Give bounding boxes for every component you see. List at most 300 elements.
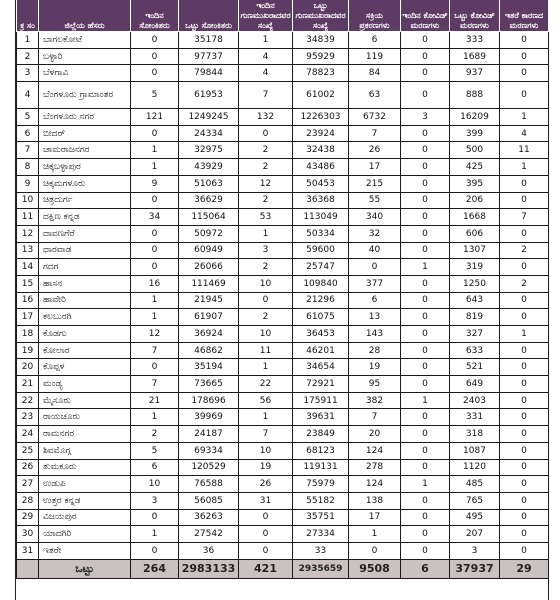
table-row (17, 142, 549, 159)
today-recovered-cell: 7 (239, 426, 293, 443)
today-recovered-cell: 4 (239, 48, 293, 65)
active-cases-cell: 6732 (349, 109, 401, 126)
district-name-cell: ಕೊಡಗು (39, 326, 131, 343)
today-deaths-cell: 0 (401, 209, 450, 226)
today-recovered-cell: 19 (239, 459, 293, 476)
today-recovered-cell: 10 (239, 326, 293, 343)
total-deaths-cell: 1120 (450, 459, 500, 476)
table-row (17, 292, 549, 309)
total-deaths-cell: 1689 (450, 48, 500, 65)
total-recovered-cell: 39631 (293, 409, 349, 426)
today-deaths-cell: 0 (401, 275, 450, 292)
header-serial: ಕ್ರ ಸಂ (17, 0, 39, 32)
today-recovered-cell: 1 (239, 32, 293, 49)
active-cases-cell: 138 (349, 492, 401, 509)
total-deaths-cell: 425 (450, 159, 500, 176)
today-infected-cell: 16 (131, 275, 179, 292)
today-infected-cell: 9 (131, 175, 179, 192)
district-name-cell: ಕೋಲಾರ (39, 342, 131, 359)
today-deaths-cell: 0 (401, 376, 450, 393)
total-deaths-cell: 327 (450, 326, 500, 343)
other-deaths-cell: 0 (500, 426, 549, 443)
today-deaths-cell: 1 (401, 476, 450, 493)
today-infected-cell: 7 (131, 342, 179, 359)
today-recovered-cell: 2 (239, 159, 293, 176)
today-infected-cell: 0 (131, 359, 179, 376)
today-infected-cell: 10 (131, 476, 179, 493)
today-recovered-cell: 31 (239, 492, 293, 509)
other-deaths-cell: 0 (500, 292, 549, 309)
other-deaths-cell: 0 (500, 459, 549, 476)
table-row (17, 526, 549, 543)
total-recovered-cell: 72921 (293, 376, 349, 393)
total-recovered-cell: 75979 (293, 476, 349, 493)
total-infected-cell: 36 (179, 542, 239, 559)
total-deaths-cell: 606 (450, 225, 500, 242)
active-cases-cell: 63 (349, 82, 401, 109)
today-infected-cell: 0 (131, 225, 179, 242)
total-deaths-cell: 937 (450, 65, 500, 82)
district-name-cell: ಚಿಕ್ಕಮಗಳೂರು (39, 175, 131, 192)
total-recovered-cell: 1226303 (293, 109, 349, 126)
district-name-cell: ವಿಜಯಪುರ (39, 509, 131, 526)
table-row (17, 275, 549, 292)
today-deaths-cell: 0 (401, 292, 450, 309)
today-recovered-cell: 1 (239, 359, 293, 376)
serial-cell: 4 (17, 82, 39, 109)
header-today-deaths: ಇಂದಿನ ಕೋವಿಡ್ ಮರಣಗಳು (401, 0, 450, 32)
total-infected-cell: 60949 (179, 242, 239, 259)
other-deaths-cell: 0 (500, 442, 549, 459)
table-row (17, 309, 549, 326)
total-deaths-cell: 1250 (450, 275, 500, 292)
district-name-cell: ದಾವಣಗೆರೆ (39, 225, 131, 242)
today-recovered-cell: 53 (239, 209, 293, 226)
serial-cell: 30 (17, 526, 39, 543)
header-active-cases: ಸಕ್ರಿಯ ಪ್ರಕರಣಗಳು (349, 0, 401, 32)
today-infected-cell: 0 (131, 192, 179, 209)
other-deaths-cell: 0 (500, 476, 549, 493)
active-cases-cell: 40 (349, 242, 401, 259)
active-cases-cell: 278 (349, 459, 401, 476)
serial-cell: 6 (17, 125, 39, 142)
district-name-cell: ರಾಮನಗರ (39, 426, 131, 443)
total-infected-cell: 36629 (179, 192, 239, 209)
active-cases-cell: 26 (349, 142, 401, 159)
total-deaths-cell: 206 (450, 192, 500, 209)
today-deaths-cell: 0 (401, 509, 450, 526)
total-infected-cell: 73665 (179, 376, 239, 393)
total-deaths-cell: 495 (450, 509, 500, 526)
table-row (17, 225, 549, 242)
today-deaths-cell: 0 (401, 542, 450, 559)
today-infected-cell: 3 (131, 492, 179, 509)
district-covid-table (16, 0, 549, 579)
total-recovered-cell: 46201 (293, 342, 349, 359)
total-recovered-cell: 36368 (293, 192, 349, 209)
today-infected-cell: 1 (131, 309, 179, 326)
total-deaths-cell: 1668 (450, 209, 500, 226)
total-deaths-cell: 207 (450, 526, 500, 543)
total-deaths-cell: 319 (450, 259, 500, 276)
serial-cell: 7 (17, 142, 39, 159)
active-cases-cell: 143 (349, 326, 401, 343)
table-row (17, 359, 549, 376)
total-recovered-cell: 34839 (293, 32, 349, 49)
total-recovered-cell: 50334 (293, 225, 349, 242)
today-deaths-cell: 0 (401, 359, 450, 376)
total-recovered-cell: 175911 (293, 392, 349, 409)
other-deaths-cell: 0 (500, 359, 549, 376)
today-recovered-cell: 0 (239, 125, 293, 142)
today-deaths-cell: 0 (401, 192, 450, 209)
header-other-deaths: ಇತರೆ ಕಾರಣದ ಮರಣಗಳು (500, 0, 549, 32)
serial-cell: 19 (17, 342, 39, 359)
today-deaths-cell: 0 (401, 48, 450, 65)
district-name-cell: ಇತರೇ (39, 542, 131, 559)
table-row (17, 476, 549, 493)
serial-cell: 13 (17, 242, 39, 259)
other-deaths-cell: 0 (500, 32, 549, 49)
active-cases-cell: 124 (349, 476, 401, 493)
today-recovered-cell: 1 (239, 225, 293, 242)
today-recovered-cell: 0 (239, 292, 293, 309)
total-recovered-cell: 55182 (293, 492, 349, 509)
today-recovered-cell: 26 (239, 476, 293, 493)
district-name-cell: ಚಾಮರಾಜನಗರ (39, 142, 131, 159)
table-row (17, 459, 549, 476)
total-infected-cell: 36263 (179, 509, 239, 526)
today-recovered-cell: 0 (239, 526, 293, 543)
total-recovered-cell: 34654 (293, 359, 349, 376)
table-row (17, 442, 549, 459)
total-deaths-cell: 765 (450, 492, 500, 509)
today-infected-cell: 34 (131, 209, 179, 226)
total-deaths-cell: 395 (450, 175, 500, 192)
today-infected-cell: 1 (131, 409, 179, 426)
table-row (17, 392, 549, 409)
table-row (17, 409, 549, 426)
other-deaths-cell: 1 (500, 109, 549, 126)
district-name-cell: ಕಲಬುರಗಿ (39, 309, 131, 326)
district-name-cell: ಬೀದರ್ (39, 125, 131, 142)
other-deaths-cell: 0 (500, 259, 549, 276)
total-recovered-cell: 36453 (293, 326, 349, 343)
serial-cell: 24 (17, 426, 39, 443)
total-deaths-cell: 1307 (450, 242, 500, 259)
today-recovered-cell: 2 (239, 192, 293, 209)
table-row (17, 209, 549, 226)
other-deaths-cell: 0 (500, 492, 549, 509)
header-row (17, 0, 549, 32)
total-infected-cell: 24187 (179, 426, 239, 443)
total-deaths-cell: 888 (450, 82, 500, 109)
total-deaths-cell: 3 (450, 542, 500, 559)
active-cases-cell: 377 (349, 275, 401, 292)
serial-cell: 21 (17, 376, 39, 393)
total-infected-cell: 26066 (179, 259, 239, 276)
district-name-cell: ಶಿವಮೊಗ್ಗ (39, 442, 131, 459)
total-deaths-cell: 643 (450, 292, 500, 309)
today-infected-cell: 0 (131, 32, 179, 49)
active-cases-cell: 340 (349, 209, 401, 226)
total-infected-cell: 50972 (179, 225, 239, 242)
active-cases-cell: 382 (349, 392, 401, 409)
district-name-cell: ಬೆಂಗಳೂರು ನಗರ (39, 109, 131, 126)
serial-cell: 9 (17, 175, 39, 192)
total-infected-cell: 51063 (179, 175, 239, 192)
active-cases-cell: 7 (349, 125, 401, 142)
active-cases-cell: 6 (349, 32, 401, 49)
table-row (17, 259, 549, 276)
serial-cell: 16 (17, 292, 39, 309)
table-row (17, 542, 549, 559)
today-infected-cell: 0 (131, 125, 179, 142)
table-row (17, 492, 549, 509)
district-name-cell: ತುಮಕೂರು (39, 459, 131, 476)
active-cases-cell: 119 (349, 48, 401, 65)
today-deaths-cell: 0 (401, 326, 450, 343)
active-cases-cell: 13 (349, 309, 401, 326)
today-recovered-cell: 56 (239, 392, 293, 409)
today-recovered-cell: 2 (239, 259, 293, 276)
total-infected-cell: 35178 (179, 32, 239, 49)
today-recovered-cell: 10 (239, 275, 293, 292)
today-deaths-cell: 0 (401, 342, 450, 359)
today-infected-cell: 12 (131, 326, 179, 343)
table-row (17, 109, 549, 126)
serial-cell: 27 (17, 476, 39, 493)
serial-cell: 22 (17, 392, 39, 409)
today-deaths-cell: 0 (401, 242, 450, 259)
table-row (17, 175, 549, 192)
total-recovered-cell: 32438 (293, 142, 349, 159)
active-cases-cell: 95 (349, 376, 401, 393)
today-deaths-cell: 0 (401, 82, 450, 109)
today-deaths-cell: 0 (401, 492, 450, 509)
district-name-cell: ಉಡುಪಿ (39, 476, 131, 493)
serial-cell: 26 (17, 459, 39, 476)
other-deaths-cell: 0 (500, 225, 549, 242)
total-recovered-cell: 113049 (293, 209, 349, 226)
active-cases-cell: 28 (349, 342, 401, 359)
today-infected-cell: 5 (131, 82, 179, 109)
today-recovered-cell: 3 (239, 242, 293, 259)
other-deaths-cell: 0 (500, 509, 549, 526)
total-infected-cell: 32975 (179, 142, 239, 159)
serial-cell: 12 (17, 225, 39, 242)
today-deaths-cell: 0 (401, 142, 450, 159)
total-infected-cell: 39969 (179, 409, 239, 426)
table-row (17, 242, 549, 259)
table-row (17, 326, 549, 343)
today-deaths-cell: 0 (401, 459, 450, 476)
total-today-recovered: 421 (239, 559, 293, 578)
total-infected-cell: 36924 (179, 326, 239, 343)
table-row (17, 125, 549, 142)
today-recovered-cell: 0 (239, 509, 293, 526)
total-deaths-cell: 521 (450, 359, 500, 376)
today-infected-cell: 121 (131, 109, 179, 126)
serial-cell: 15 (17, 275, 39, 292)
district-name-cell: ಮಂಡ್ಯ (39, 376, 131, 393)
total-infected-cell: 61907 (179, 309, 239, 326)
total-infected-cell: 46862 (179, 342, 239, 359)
total-recovered-cell: 33 (293, 542, 349, 559)
table-row (17, 509, 549, 526)
total-infected-cell: 97737 (179, 48, 239, 65)
district-name-cell: ಮೈಸೂರು (39, 392, 131, 409)
total-infected-cell: 79844 (179, 65, 239, 82)
active-cases-cell: 20 (349, 426, 401, 443)
total-infected-cell: 69334 (179, 442, 239, 459)
active-cases-cell: 0 (349, 259, 401, 276)
today-recovered-cell: 10 (239, 442, 293, 459)
today-infected-cell: 0 (131, 65, 179, 82)
active-cases-cell: 32 (349, 225, 401, 242)
today-recovered-cell: 1 (239, 409, 293, 426)
today-infected-cell: 5 (131, 442, 179, 459)
serial-cell: 1 (17, 32, 39, 49)
district-name-cell: ಚಿಕ್ಕಬಳ್ಳಾಪುರ (39, 159, 131, 176)
total-infected-cell: 1249245 (179, 109, 239, 126)
total-today-infected: 264 (131, 559, 179, 578)
today-recovered-cell: 2 (239, 142, 293, 159)
district-name-cell: ರಾಯಚೂರು (39, 409, 131, 426)
district-name-cell: ಹಾಸನ (39, 275, 131, 292)
total-recovered-cell: 23924 (293, 125, 349, 142)
table-row (17, 376, 549, 393)
table-row (17, 32, 549, 49)
district-name-cell: ಕೊಪ್ಪಳ (39, 359, 131, 376)
today-recovered-cell: 11 (239, 342, 293, 359)
serial-cell: 8 (17, 159, 39, 176)
other-deaths-cell: 0 (500, 392, 549, 409)
active-cases-cell: 55 (349, 192, 401, 209)
other-deaths-cell: 0 (500, 526, 549, 543)
total-total-infected: 2983133 (179, 559, 239, 578)
header-total-recovered: ಒಟ್ಟು ಗುಣಮುಖರಾದವರ ಸಂಖ್ಯೆ (293, 0, 349, 32)
today-deaths-cell: 0 (401, 442, 450, 459)
today-deaths-cell: 0 (401, 526, 450, 543)
total-infected-cell: 24334 (179, 125, 239, 142)
today-recovered-cell: 132 (239, 109, 293, 126)
today-deaths-cell: 0 (401, 175, 450, 192)
other-deaths-cell: 0 (500, 192, 549, 209)
district-name-cell: ಬೆಂಗಳೂರು ಗ್ರಾಮಾಂತರ (39, 82, 131, 109)
header-today-recovered: ಇಂದಿನ ಗುಣಮುಖರಾದವರ ಸಂಖ್ಯೆ (239, 0, 293, 32)
total-recovered-cell: 68123 (293, 442, 349, 459)
other-deaths-cell: 0 (500, 542, 549, 559)
total-deaths-cell: 819 (450, 309, 500, 326)
header-total-infected: ಒಟ್ಟು ಸೋಂಕಿತರು (179, 0, 239, 32)
total-infected-cell: 21945 (179, 292, 239, 309)
total-infected-cell: 178696 (179, 392, 239, 409)
total-recovered-cell: 21296 (293, 292, 349, 309)
total-today-deaths: 6 (401, 559, 450, 578)
district-name-cell: ಚಿತ್ರದುರ್ಗ (39, 192, 131, 209)
district-name-cell: ಬಳ್ಳಾರಿ (39, 48, 131, 65)
total-recovered-cell: 95929 (293, 48, 349, 65)
total-deaths-cell: 500 (450, 142, 500, 159)
today-recovered-cell: 12 (239, 175, 293, 192)
today-recovered-cell: 4 (239, 65, 293, 82)
total-deaths-cell: 485 (450, 476, 500, 493)
total-infected-cell: 56085 (179, 492, 239, 509)
header-total-deaths: ಒಟ್ಟು ಕೋವಿಡ್ ಮರಣಗಳು (450, 0, 500, 32)
serial-cell: 18 (17, 326, 39, 343)
today-infected-cell: 1 (131, 526, 179, 543)
total-recovered-cell: 50453 (293, 175, 349, 192)
today-infected-cell: 0 (131, 242, 179, 259)
serial-cell: 25 (17, 442, 39, 459)
total-infected-cell: 61953 (179, 82, 239, 109)
table-row (17, 426, 549, 443)
other-deaths-cell: 0 (500, 82, 549, 109)
today-infected-cell: 1 (131, 142, 179, 159)
total-serial-cell (17, 559, 39, 578)
total-other-deaths: 29 (500, 559, 549, 578)
serial-cell: 29 (17, 509, 39, 526)
table-row (17, 159, 549, 176)
today-infected-cell: 0 (131, 48, 179, 65)
table-row (17, 342, 549, 359)
serial-cell: 20 (17, 359, 39, 376)
other-deaths-cell: 11 (500, 142, 549, 159)
today-deaths-cell: 1 (401, 392, 450, 409)
other-deaths-cell: 0 (500, 342, 549, 359)
today-deaths-cell: 0 (401, 32, 450, 49)
active-cases-cell: 17 (349, 159, 401, 176)
today-recovered-cell: 0 (239, 542, 293, 559)
serial-cell: 23 (17, 409, 39, 426)
total-row (17, 559, 549, 578)
total-deaths-cell: 399 (450, 125, 500, 142)
today-deaths-cell: 0 (401, 426, 450, 443)
total-infected-cell: 115064 (179, 209, 239, 226)
serial-cell: 3 (17, 65, 39, 82)
today-infected-cell: 0 (131, 542, 179, 559)
today-deaths-cell: 0 (401, 409, 450, 426)
today-infected-cell: 7 (131, 376, 179, 393)
today-infected-cell: 6 (131, 459, 179, 476)
total-deaths-cell: 649 (450, 376, 500, 393)
district-covid-table-panel (15, 0, 549, 600)
serial-cell: 2 (17, 48, 39, 65)
district-name-cell: ಹಾವೇರಿ (39, 292, 131, 309)
today-infected-cell: 21 (131, 392, 179, 409)
active-cases-cell: 19 (349, 359, 401, 376)
other-deaths-cell: 4 (500, 125, 549, 142)
serial-cell: 31 (17, 542, 39, 559)
today-recovered-cell: 22 (239, 376, 293, 393)
today-recovered-cell: 2 (239, 309, 293, 326)
other-deaths-cell: 2 (500, 242, 549, 259)
total-infected-cell: 111469 (179, 275, 239, 292)
serial-cell: 10 (17, 192, 39, 209)
total-deaths-cell: 1087 (450, 442, 500, 459)
district-name-cell: ದಕ್ಷಿಣ ಕನ್ನಡ (39, 209, 131, 226)
total-deaths-cell: 333 (450, 32, 500, 49)
today-deaths-cell: 3 (401, 109, 450, 126)
other-deaths-cell: 0 (500, 48, 549, 65)
district-name-cell: ಬೆಳಗಾವಿ (39, 65, 131, 82)
serial-cell: 14 (17, 259, 39, 276)
today-deaths-cell: 1 (401, 259, 450, 276)
total-deaths-cell: 318 (450, 426, 500, 443)
other-deaths-cell: 0 (500, 409, 549, 426)
total-total-deaths: 37937 (450, 559, 500, 578)
